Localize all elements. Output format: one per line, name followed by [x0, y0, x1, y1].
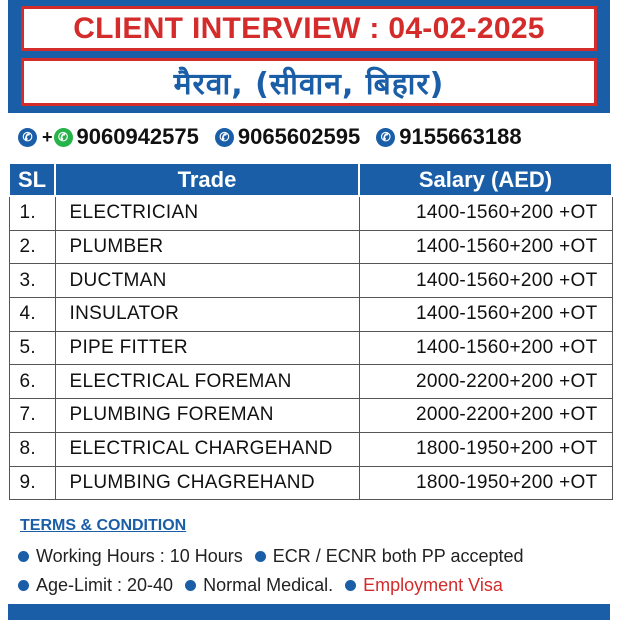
phone-icon: ✆	[18, 128, 37, 147]
terms-line-2	[18, 573, 503, 597]
row-sl: 4.	[9, 298, 55, 332]
table-header-row	[9, 163, 612, 196]
location-text: मैरवा, (सीवान, बिहार)	[173, 66, 445, 102]
term-item-highlight: Employment Visa	[363, 574, 503, 595]
row-sl: 9.	[9, 466, 55, 500]
row-trade: INSULATOR	[55, 298, 359, 332]
row-trade: ELECTRICAL CHARGEHAND	[55, 432, 359, 466]
row-salary: 1400-1560+200 +OT	[359, 264, 612, 298]
terms-line-1	[18, 544, 524, 568]
term-item: Working Hours : 10 Hours	[36, 545, 243, 566]
table-row	[9, 331, 612, 365]
table-row	[9, 399, 612, 433]
table-row	[9, 196, 612, 230]
col-header-sl: SL	[9, 163, 55, 196]
row-sl: 8.	[9, 432, 55, 466]
row-trade: ELECTRICAL FOREMAN	[55, 365, 359, 399]
table-row	[9, 466, 612, 500]
phone-icon: ✆	[215, 128, 234, 147]
row-sl: 2.	[9, 230, 55, 264]
trades-table	[8, 162, 613, 500]
row-salary: 2000-2200+200 +OT	[359, 399, 612, 433]
phone-number[interactable]: 9065602595	[237, 124, 361, 149]
bullet-icon	[345, 580, 356, 591]
row-sl: 6.	[9, 365, 55, 399]
table-row	[9, 230, 612, 264]
term-item: ECR / ECNR both PP accepted	[272, 545, 524, 566]
bullet-icon	[18, 551, 29, 562]
row-salary: 1400-1560+200 +OT	[359, 298, 612, 332]
row-sl: 3.	[9, 264, 55, 298]
row-trade: DUCTMAN	[55, 264, 359, 298]
row-salary: 1800-1950+200 +OT	[359, 432, 612, 466]
row-trade: PLUMBER	[55, 230, 359, 264]
contact-numbers	[18, 122, 608, 152]
col-header-salary: Salary (AED)	[359, 163, 612, 196]
row-sl: 1.	[9, 196, 55, 230]
bullet-icon	[255, 551, 266, 562]
row-trade: ELECTRICIAN	[55, 196, 359, 230]
row-salary: 1400-1560+200 +OT	[359, 230, 612, 264]
whatsapp-icon: ✆	[54, 128, 73, 147]
row-salary: 1400-1560+200 +OT	[359, 331, 612, 365]
table-row	[9, 264, 612, 298]
table-row	[9, 298, 612, 332]
term-item: Normal Medical.	[203, 574, 334, 595]
table-row	[9, 432, 612, 466]
row-salary: 1800-1950+200 +OT	[359, 466, 612, 500]
row-trade: PLUMBING FOREMAN	[55, 399, 359, 433]
bullet-icon	[18, 580, 29, 591]
location-box	[21, 58, 597, 106]
phone-number[interactable]: 9060942575	[76, 124, 199, 149]
row-trade: PIPE FITTER	[55, 331, 359, 365]
plus-sign: +	[42, 126, 53, 147]
title-box	[21, 6, 597, 51]
row-salary: 2000-2200+200 +OT	[359, 365, 612, 399]
term-item: Age-Limit : 20-40	[36, 574, 174, 595]
phone-icon: ✆	[376, 128, 395, 147]
table-row	[9, 365, 612, 399]
footer-band	[8, 604, 610, 620]
bullet-icon	[185, 580, 196, 591]
row-sl: 7.	[9, 399, 55, 433]
row-trade: PLUMBING CHAGREHAND	[55, 466, 359, 500]
row-sl: 5.	[9, 331, 55, 365]
page-title: CLIENT INTERVIEW : 04-02-2025	[73, 11, 545, 45]
col-header-trade: Trade	[55, 163, 359, 196]
phone-number[interactable]: 9155663188	[399, 124, 522, 149]
row-salary: 1400-1560+200 +OT	[359, 196, 612, 230]
terms-title: TERMS & CONDITION	[20, 517, 187, 534]
